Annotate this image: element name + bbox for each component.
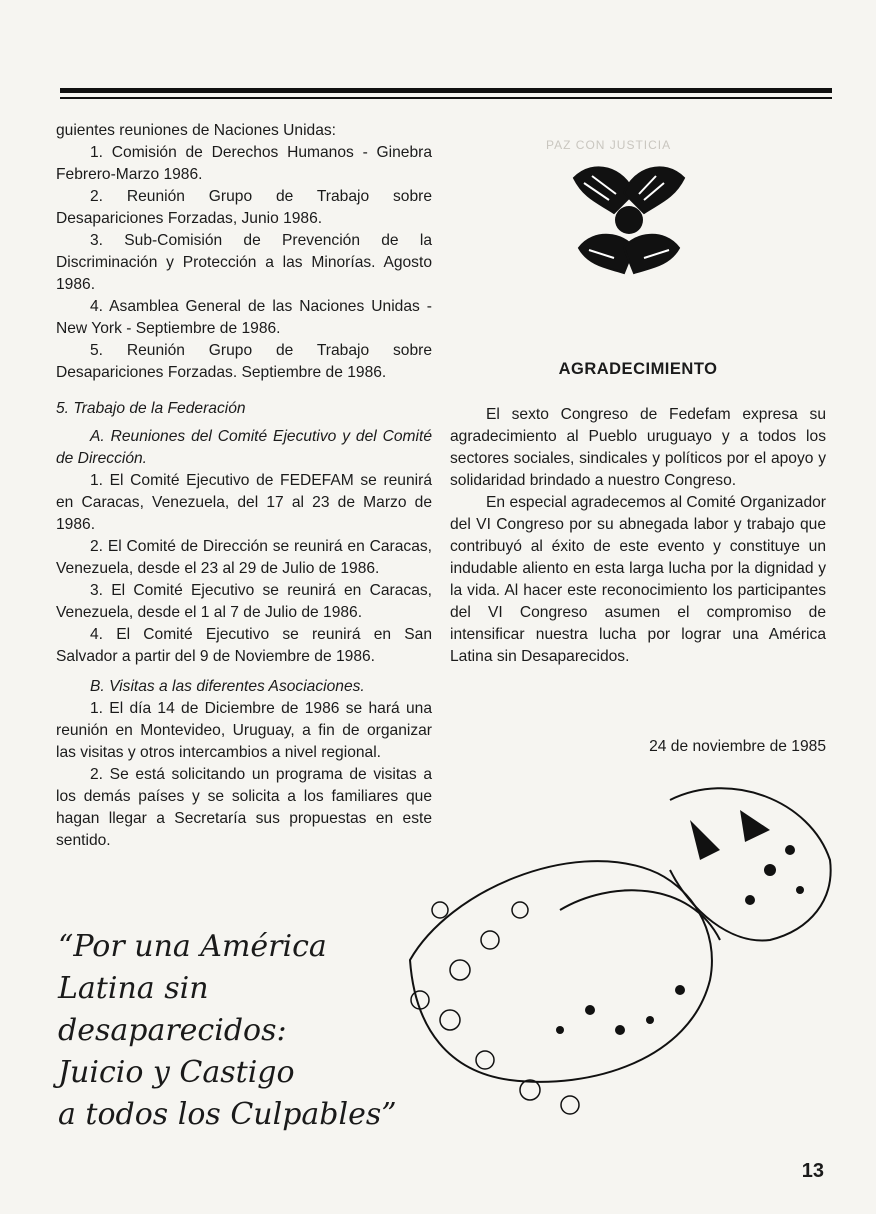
thanks-body	[450, 404, 826, 668]
list-item: 2. El Comité de Dirección se reunirá en Caracas, Venezuela, desde el 23 al 29 de Julio de 1986.	[56, 538, 432, 577]
paragraph: El sexto Congreso de Fedefam expresa su agradecimiento al Pueblo uruguayo y a todos los sectores sociales, sindicales y políticos por el apoyo y solidaridad brindado a nuestro Congreso.	[450, 406, 826, 489]
quote-line: Juicio y Castigo	[58, 1055, 295, 1090]
list-item: 1. El día 14 de Diciembre de 1986 se hará una reunión en Montevideo, Uruguay, a fin de organizar las visitas y otros intercambios a nivel regional.	[56, 700, 432, 761]
subsection-a-heading: A. Reuniones del Comité Ejecutivo y del Comité de Dirección.	[56, 428, 432, 467]
section-heading: 5. Trabajo de la Federación	[56, 400, 246, 417]
list-item: 5. Reunión Grupo de Trabajo sobre Desapariciones Forzadas. Septiembre de 1986.	[56, 342, 432, 381]
quote-line: Latina sin	[58, 971, 209, 1006]
list-item: 3. El Comité Ejecutivo se reunirá en Caracas, Venezuela, desde el 1 al 7 de Julio de 1986.	[56, 582, 432, 621]
page-number: 13	[801, 1160, 824, 1182]
paragraph: En especial agradecemos al Comité Organizador del VI Congreso por su abnegada labor y trabajo que contribuyó al éxito de este evento y constituye un indudable aliento en esta larga lucha por la dignidad y la vida. Al hacer este reconocimiento los participantes del VI Congreso asumen el compromiso de intensificar nuestra lucha por lograr una América Latina sin Desaparecidos.	[450, 494, 826, 665]
left-column	[56, 120, 432, 852]
list-item: 1. Comisión de Derechos Humanos - Ginebra Febrero-Marzo 1986.	[56, 144, 432, 183]
handwritten-quote	[58, 926, 478, 1136]
list-item: 2. Reunión Grupo de Trabajo sobre Desapariciones Forzadas, Junio 1986.	[56, 188, 432, 227]
list-item: 4. Asamblea General de las Naciones Unidas - New York - Septiembre de 1986.	[56, 298, 432, 337]
quote-line: desaparecidos:	[58, 1013, 287, 1048]
faint-heading: PAZ CON JUSTICIA	[546, 138, 672, 152]
section-heading: AGRADECIMIENTO	[558, 360, 718, 378]
list-item: 2. Se está solicitando un programa de visitas a los demás países y se solicita a los familiares que hagan llegar a Secretaría sus propuestas en este sentido.	[56, 766, 432, 849]
date: 24 de noviembre de 1985	[649, 738, 826, 755]
intro-text: guientes reuniones de Naciones Unidas:	[56, 122, 337, 139]
list-item: 3. Sub-Comisión de Prevención de la Discriminación y Protección a las Minorías. Agosto 1986.	[56, 232, 432, 293]
top-rule-thin	[60, 97, 832, 99]
clasped-hands-illustration	[554, 138, 704, 296]
top-rule	[60, 88, 832, 93]
list-item: 1. El Comité Ejecutivo de FEDEFAM se reunirá en Caracas, Venezuela, del 17 al 23 de Marzo de 1986.	[56, 472, 432, 533]
quote-line: a todos los Culpables”	[58, 1097, 397, 1132]
subsection-b-heading: B. Visitas a las diferentes Asociaciones.	[90, 678, 365, 695]
quote-line: “Por una América	[58, 929, 327, 964]
list-item: 4. El Comité Ejecutivo se reunirá en San Salvador a partir del 9 de Noviembre de 1986.	[56, 626, 432, 665]
